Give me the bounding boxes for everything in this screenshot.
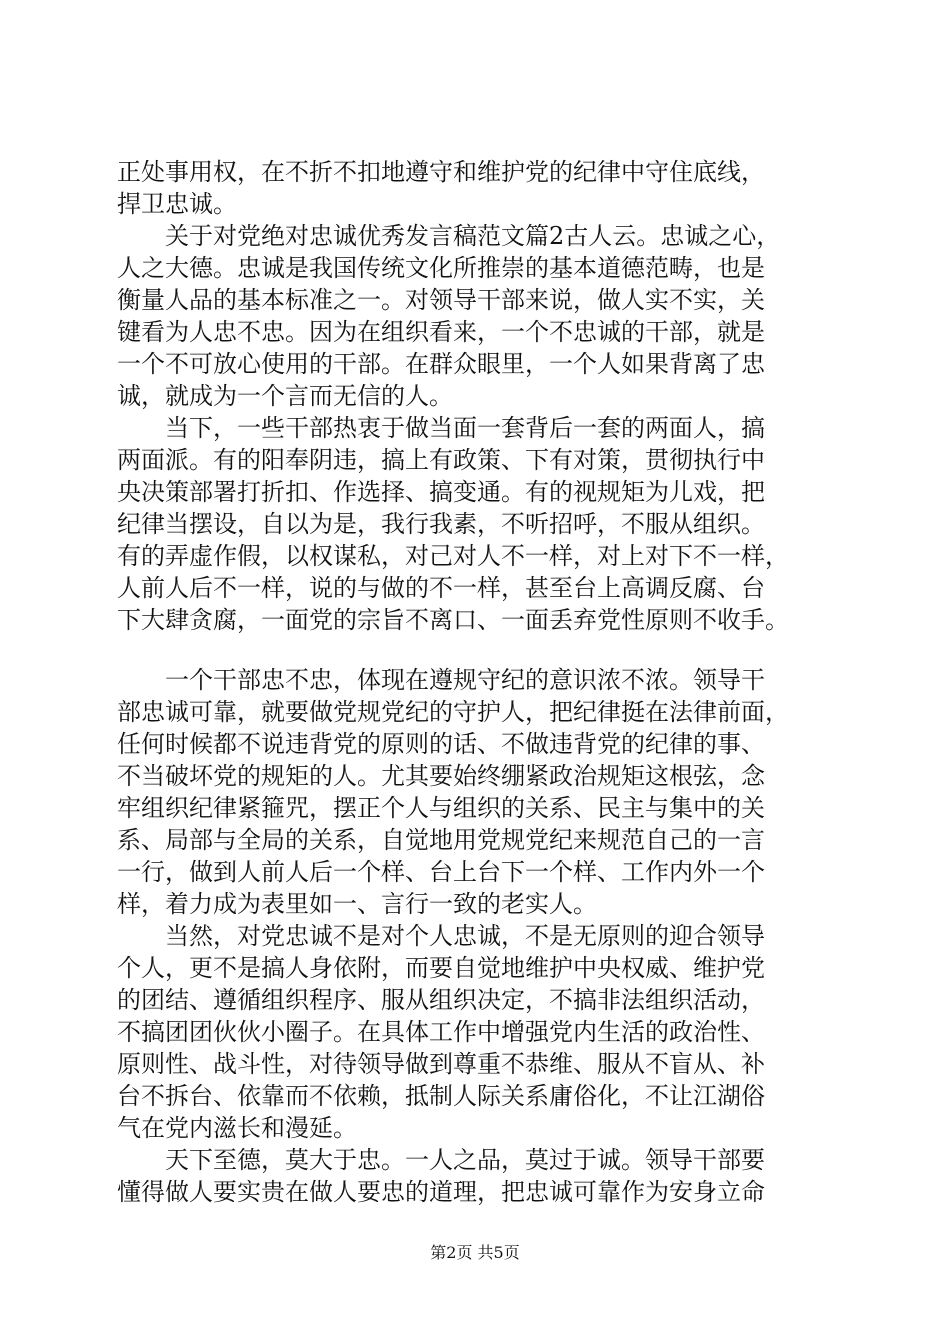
text-line: 关于对党绝对忠诚优秀发言稿范文篇2古人云。忠诚之心， [117, 222, 781, 250]
text-line: 气在党内滋长和漫延。 [117, 1114, 357, 1142]
text-line: 纪律当摆设，自以为是，我行我素，不听招呼，不服从组织。 [117, 510, 765, 538]
text-line: 人之大德。忠诚是我国传统文化所推崇的基本道德范畴，也是 [117, 254, 765, 282]
text-line: 下大肆贪腐，一面党的宗旨不离口、一面丢弃党性原则不收手。 [117, 606, 789, 634]
text-line: 当下，一些干部热衷于做当面一套背后一套的两面人，搞 [117, 414, 765, 442]
text-line: 不搞团团伙伙小圈子。在具体工作中增强党内生活的政治性、 [117, 1018, 765, 1046]
text-line: 样，着力成为表里如一、言行一致的老实人。 [117, 890, 597, 918]
text-line: 一行，做到人前人后一个样、台上台下一个样、工作内外一个 [117, 858, 765, 886]
text-line: 原则性、战斗性，对待领导做到尊重不恭维、服从不盲从、补 [117, 1050, 765, 1078]
text-line: 个人，更不是搞人身依附，而要自觉地维护中央权威、维护党 [117, 954, 765, 982]
text-line: 一个干部忠不忠，体现在遵规守纪的意识浓不浓。领导干 [117, 666, 765, 694]
text-line: 牢组织纪律紧箍咒，摆正个人与组织的关系、民主与集中的关 [117, 794, 765, 822]
text-line: 当然，对党忠诚不是对个人忠诚，不是无原则的迎合领导 [117, 922, 765, 950]
text-line: 系、局部与全局的关系，自觉地用党规党纪来规范自己的一言 [117, 826, 765, 854]
text-line: 人前人后不一样，说的与做的不一样，甚至台上高调反腐、台 [117, 574, 765, 602]
text-line: 台不拆台、依靠而不依赖，抵制人际关系庸俗化，不让江湖俗 [117, 1082, 765, 1110]
text-line: 部忠诚可靠，就要做党规党纪的守护人，把纪律挺在法律前面， [117, 698, 789, 726]
text-line: 键看为人忠不忠。因为在组织看来，一个不忠诚的干部，就是 [117, 318, 765, 346]
text-line: 正处事用权，在不折不扣地遵守和维护党的纪律中守住底线， [117, 158, 765, 186]
text-line: 的团结、遵循组织程序、服从组织决定，不搞非法组织活动， [117, 986, 765, 1014]
text-line: 任何时候都不说违背党的原则的话、不做违背党的纪律的事、 [117, 730, 765, 758]
text-line: 有的弄虚作假，以权谋私，对己对人不一样，对上对下不一样， [117, 542, 789, 570]
text-line: 一个不可放心使用的干部。在群众眼里，一个人如果背离了忠 [117, 350, 765, 378]
document-body [117, 156, 833, 1208]
page-footer: 第2页 共5页 [430, 1243, 520, 1262]
text-line: 天下至德，莫大于忠。一人之品，莫过于诚。领导干部要 [117, 1146, 765, 1174]
text-line: 不当破坏党的规矩的人。尤其要始终绷紧政治规矩这根弦，念 [117, 762, 765, 790]
paragraph-gap [117, 636, 833, 664]
text-line: 两面派。有的阳奉阴违，搞上有政策、下有对策，贯彻执行中 [117, 446, 765, 474]
text-line: 诚，就成为一个言而无信的人。 [117, 382, 453, 410]
text-line: 衡量人品的基本标准之一。对领导干部来说，做人实不实，关 [117, 286, 765, 314]
text-line: 捍卫忠诚。 [117, 190, 237, 218]
text-line: 央决策部署打折扣、作选择、搞变通。有的视规矩为儿戏，把 [117, 478, 765, 506]
text-line: 懂得做人要实贵在做人要忠的道理，把忠诚可靠作为安身立命 [117, 1178, 765, 1206]
